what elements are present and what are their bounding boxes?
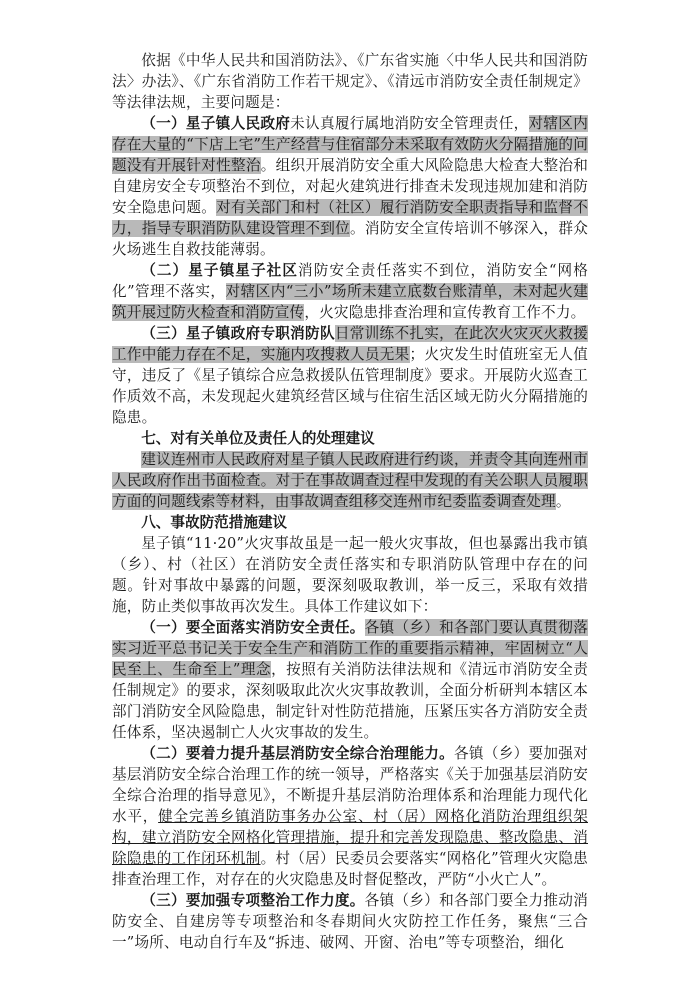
section-heading-text: 八、事故防范措施建议 xyxy=(141,514,288,531)
finding-text: 。组织开展消防安全重大风险隐患大检查大整治和自建房安全专项整治不到位，对起火建筑进行排查未发现违规加建和消防安全隐患问题。 xyxy=(112,157,588,216)
measure-3-paragraph xyxy=(112,890,588,953)
prevention-intro-paragraph xyxy=(112,533,588,617)
finding-text: 消防安全责任落实不到位，消防安全“网格化”管理不落实， xyxy=(112,262,588,300)
underlined-text: 健全完善乡镇消防事务办公室、村（居）网格化消防治理组织架构，建立消防安全网格化管理措施，提升和完善发现隐患、整改隐患、消除隐患的工作闭环机制 xyxy=(112,808,588,867)
finding-heading: （二）星子镇星子社区 xyxy=(141,262,299,279)
handling-suggestion-paragraph xyxy=(112,449,588,512)
paragraph-text: 星子镇“11·20”火灾事故虽是一起一般火灾事故，但也暴露出我市镇（乡）、村（社区）在消防安全责任落实和专职消防队管理中存在的问题。针对事故中暴露的问题，要深刻吸取教训，举一反三，采取有效措施，防止类似事故再次发生。具体工作建议如下： xyxy=(112,535,588,615)
paragraph-text: 各镇（乡）要加强对基层消防安全综合治理工作的统一领导，严格落实《关于加强基层消防安全综合治理的指导意见》，不断提升基层消防治理体系和治理能力现代化水平， xyxy=(112,745,588,825)
finding-township-government xyxy=(112,113,588,260)
intro-paragraph xyxy=(112,50,588,113)
measure-1-paragraph xyxy=(112,617,588,743)
highlighted-text: 日常训练不扎实，在此次火灾灭火救援工作中能力存在不足，实施内攻搜救人员无果 xyxy=(112,325,589,363)
highlighted-text: 对辖区内“三小”场所未建立底数台账清单，未对起火建筑开展过防火检查和消防宣传 xyxy=(112,283,588,321)
finding-community xyxy=(112,260,588,323)
finding-heading: （一）星子镇人民政府 xyxy=(141,115,291,132)
finding-heading: （三）星子镇政府专职消防队 xyxy=(141,325,335,342)
highlighted-text: 各镇（乡）和各部门要认真贯彻落实习近平总书记关于安全生产和消防工作的重要指示精神，牢固树立“人民至上、生命至上”理念 xyxy=(112,619,588,678)
section-heading-8 xyxy=(112,512,588,533)
finding-fire-brigade xyxy=(112,323,588,428)
section-heading-text: 七、对有关单位及责任人的处理建议 xyxy=(141,430,375,447)
paragraph-text: 。村（居）民委员会要落实“网格化”管理火灾隐患排查治理工作，对存在的火灾隐患及时督促整改，严防“小火亡人”。 xyxy=(112,850,588,888)
paragraph-text: 各镇（乡）和各部门要全力推动消防安全、自建房等专项整治和冬春期间火灾防控工作任务，聚焦“三合一”场所、电动自行车及“拆违、破网、开窗、治电”等专项整治，细化 xyxy=(112,892,588,951)
highlighted-text: 建议连州市人民政府对星子镇人民政府进行约谈，并责令其向连州市人民政府作出书面检查。对于在事故调查过程中发现的有关公职人员履职方面的问题线索等材料，由事故调查组移交连州市纪委监委调查处理 xyxy=(112,451,588,510)
finding-text: ，火灾隐患排查治理和宣传教育工作不力。 xyxy=(304,304,586,321)
paragraph-text: ，按照有关消防法律法规和《清远市消防安全责任制规定》的要求，深刻吸取此次火灾事故教训，全面分析研判本辖区本部门消防安全风险隐患，制定针对性防范措施，压紧压实各方消防安全责任体系，坚决遏制亡人火灾事故的发生。 xyxy=(112,661,589,741)
intro-text: 依据《中华人民共和国消防法》、《广东省实施〈中华人民共和国消防法〉办法》、《广东省消防工作若干规定》、《清远市消防安全责任制规定》等法律法规，主要问题是： xyxy=(112,52,588,111)
measure-heading: （一）要全面落实消防安全责任。 xyxy=(141,619,365,636)
measure-heading: （二）要着力提升基层消防安全综合治理能力。 xyxy=(141,745,455,762)
finding-text: 未认真履行属地消防安全管理责任， xyxy=(290,115,529,132)
highlighted-text: 对有关部门和村（社区）履行消防安全职责指导和监督不力，指导专职消防队建设管理不到位 xyxy=(112,199,588,237)
section-heading-7 xyxy=(112,428,588,449)
finding-text: 。消防安全宣传培训不够深入，群众火场逃生自救技能薄弱。 xyxy=(112,220,589,258)
highlighted-text: 对辖区内存在大量的“下店上宅”生产经营与住宿部分未采取有效防火分隔措施的问题没有开展针对性整治 xyxy=(112,115,588,174)
measure-2-paragraph xyxy=(112,743,588,890)
finding-text: ；火灾发生时值班室无人值守，违反了《星子镇综合应急救援队伍管理制度》要求。开展防火巡查工作质效不高，未发现起火建筑经营区域与住宿生活区域无防火分隔措施的隐患。 xyxy=(112,346,588,426)
paragraph-text: 。 xyxy=(555,493,571,510)
measure-heading: （三）要加强专项整治工作力度。 xyxy=(141,892,365,909)
